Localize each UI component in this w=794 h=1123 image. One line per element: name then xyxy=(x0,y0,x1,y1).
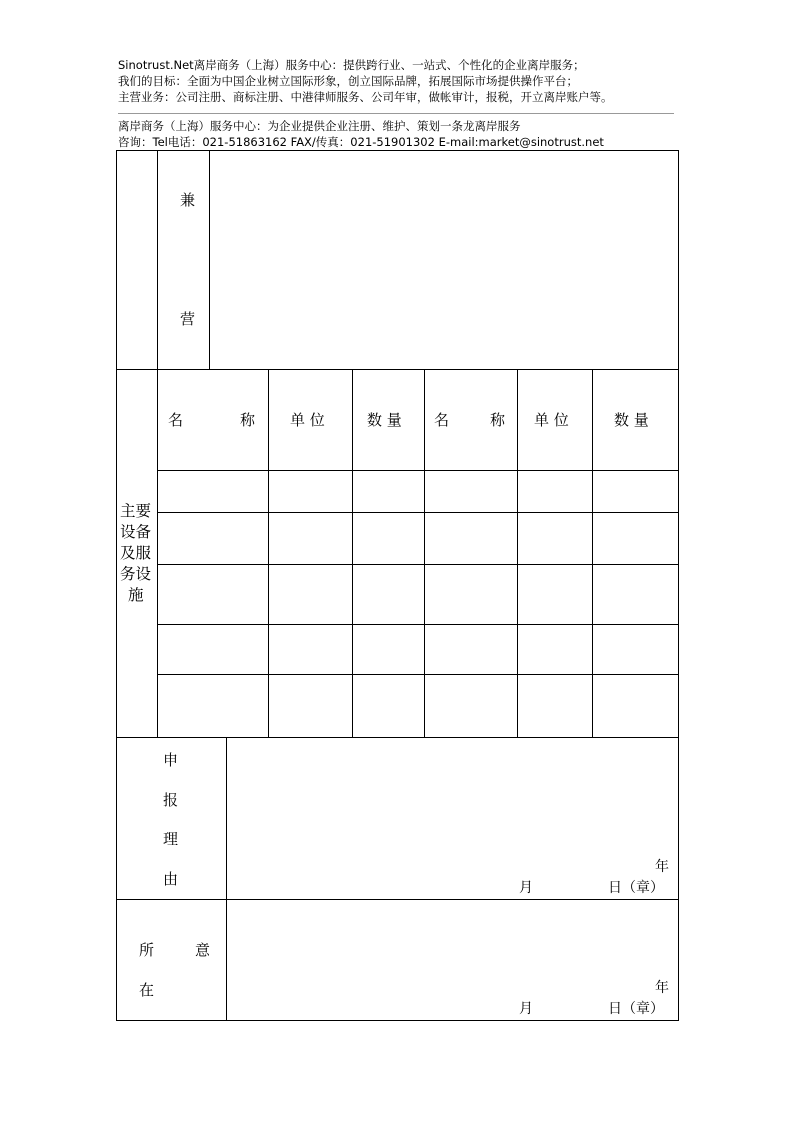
col-header-unit-1: 单 位 xyxy=(290,411,325,429)
header-line-3: 主营业务：公司注册、商标注册、中港律师服务、公司年审，做帐审计，报税，开立离岸账户等。 xyxy=(118,90,613,104)
table-border-left xyxy=(116,150,117,1021)
row-line xyxy=(157,674,679,675)
equipment-label-line: 施 xyxy=(128,586,144,604)
row-line xyxy=(157,564,679,565)
opinion-label-char: 意 xyxy=(195,941,211,959)
header-line-2: 我们的目标：全面为中国企业树立国际形象，创立国际品牌，拓展国际市场提供操作平台； xyxy=(118,74,578,88)
col-header-unit-2: 单 位 xyxy=(534,411,569,429)
col-header-qty-2: 数 量 xyxy=(614,411,649,429)
table-border-top xyxy=(116,150,679,151)
column-line xyxy=(209,150,210,369)
concurrent-label-char: 兼 xyxy=(180,191,196,209)
row-line xyxy=(157,512,679,513)
section-divider xyxy=(116,899,679,900)
section-divider xyxy=(116,369,679,370)
column-line xyxy=(424,369,425,737)
header-divider xyxy=(118,113,674,114)
header-line-4: 离岸商务（上海）服务中心：为企业提供企业注册、维护、策划一条龙离岸服务 xyxy=(118,119,521,133)
reason-label-char: 报 xyxy=(163,791,179,809)
section-divider xyxy=(116,737,679,738)
col-header-name-1b: 称 xyxy=(240,411,256,429)
reason-label-char: 理 xyxy=(163,830,179,848)
opinion-date-month: 月 xyxy=(519,1001,533,1017)
table-border-right xyxy=(678,150,679,1021)
reason-date-year: 年 xyxy=(655,859,669,875)
column-line xyxy=(226,737,227,899)
header-line-1: Sinotrust.Net离岸商务（上海）服务中心：提供跨行业、一站式、个性化的企业离岸服务； xyxy=(118,58,585,72)
opinion-date-day-seal: 日（章） xyxy=(608,1001,664,1017)
table-border-bottom xyxy=(116,1020,679,1021)
col-header-name-1a: 名 xyxy=(168,411,184,429)
row-line xyxy=(157,470,679,471)
opinion-label-char: 在 xyxy=(139,981,155,999)
column-line xyxy=(592,369,593,737)
column-line xyxy=(157,150,158,369)
col-header-qty-1: 数 量 xyxy=(367,411,402,429)
equipment-label-line: 主要 xyxy=(120,502,152,520)
concurrent-label-char: 营 xyxy=(180,310,196,328)
opinion-label-char: 所 xyxy=(139,941,155,959)
col-header-name-2a: 名 xyxy=(434,411,450,429)
col-header-name-2b: 称 xyxy=(490,411,506,429)
opinion-date-year: 年 xyxy=(655,980,669,996)
equipment-label-line: 及服 xyxy=(120,544,152,562)
column-line xyxy=(226,899,227,1020)
reason-date-month: 月 xyxy=(519,880,533,896)
reason-label-char: 申 xyxy=(163,751,179,769)
reason-date-day-seal: 日（章） xyxy=(608,880,664,896)
reason-label-char: 由 xyxy=(163,870,179,888)
header-line-5: 咨询：Tel电话：021-51863162 FAX/传真：021-51901302 E-mail:market@sinotrust.net xyxy=(118,135,604,149)
column-line xyxy=(517,369,518,737)
row-line xyxy=(157,624,679,625)
column-line xyxy=(352,369,353,737)
equipment-label-line: 设备 xyxy=(120,523,152,541)
column-line xyxy=(157,369,158,737)
column-line xyxy=(268,369,269,737)
equipment-label-line: 务设 xyxy=(120,565,152,583)
